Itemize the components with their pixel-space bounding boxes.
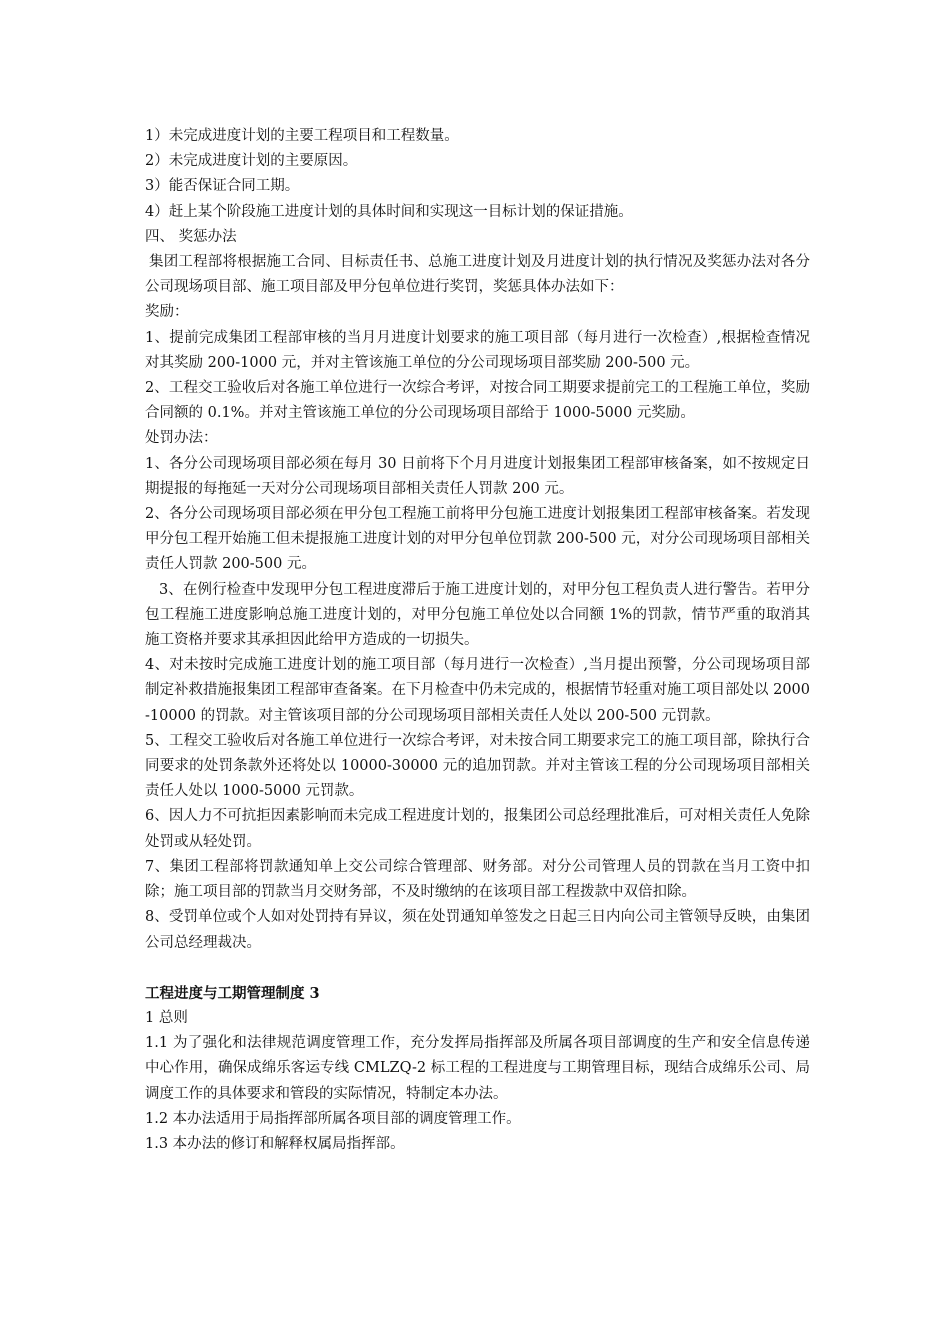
penalty-item-5: 5、工程交工验收后对各施工单位进行一次综合考评，对未按合同工期要求完工的施工项目部，除执行合同要求的处罚条款外还将处以 10000-30000 元的追加罚款。并对主管该工程的分公司现场项目部相关责任人处以 1000-5000 元罚款。 bbox=[145, 732, 810, 800]
paragraph-gap bbox=[145, 956, 810, 981]
penalty-item-4: 4、对未按时完成施工进度计划的施工项目部（每月进行一次检查）,当月提出预警，分公司现场项目部制定补救措施报集团工程部审查备案。在下月检查中仍未完成的，根据情节轻重对施工项目部处以 2000-10000 的罚款。对主管该项目部的分公司现场项目部相关责任人处以 200-500 元罚款。 bbox=[145, 657, 811, 724]
list-item: 4）赶上某个阶段施工进度计划的具体时间和实现这一目标计划的保证措施。 bbox=[145, 203, 633, 220]
subheading-penalties: 处罚办法： bbox=[145, 430, 218, 447]
penalty-item-2: 2、各分公司现场项目部必须在甲分包工程施工前将甲分包施工进度计划报集团工程部审核备案。若发现甲分包工程开始施工但未提报施工进度计划的对甲分包单位罚款 200-500 元，对分公司现场项目部相关责任人罚款 200-500 元。 bbox=[145, 506, 810, 573]
list-item: 2）未完成进度计划的主要原因。 bbox=[145, 153, 358, 170]
clause-1-1: 1.1 为了强化和法律规范调度管理工作，充分发挥局指挥部及所属各项目部调度的生产和安全信息传递中心作用，确保成绵乐客运专线 CMLZQ-2 标工程的工程进度与工期管理目标，现结合成绵乐公司、局调度工作的具体要求和管段的实际情况，特制定本办法。 bbox=[145, 1035, 810, 1102]
clause-1-2: 1.2 本办法适用于局指挥部所属各项目部的调度管理工作。 bbox=[145, 1110, 521, 1127]
reward-item-2: 2、工程交工验收后对各施工单位进行一次综合考评，对按合同工期要求提前完工的工程施工单位，奖励合同额的 0.1%。并对主管该施工单位的分公司现场项目部给于 1000-5000 元奖励。 bbox=[145, 380, 810, 422]
penalty-item-1: 1、各分公司现场项目部必须在每月 30 日前将下个月月进度计划报集团工程部审核备案，如不按规定日期提报的每拖延一天对分公司现场项目部相关责任人罚款 200 元。 bbox=[145, 455, 810, 497]
chapter-heading: 1 总则 bbox=[145, 1009, 188, 1026]
list-item: 3）能否保证合同工期。 bbox=[145, 178, 300, 195]
subheading-rewards: 奖励： bbox=[145, 304, 189, 321]
section-title: 工程进度与工期管理制度 3 bbox=[145, 984, 320, 1002]
penalty-item-6: 6、因人力不可抗拒因素影响而未完成工程进度计划的，报集团公司总经理批准后，可对相关责任人免除处罚或从轻处罚。 bbox=[145, 808, 810, 850]
penalty-item-8: 8、受罚单位或个人如对处罚持有异议，须在处罚通知单签发之日起三日内向公司主管领导反映，由集团公司总经理裁决。 bbox=[145, 909, 810, 951]
list-item: 1）未完成进度计划的主要工程项目和工程数量。 bbox=[145, 128, 459, 144]
clause-1-3: 1.3 本办法的修订和解释权属局指挥部。 bbox=[145, 1135, 405, 1152]
section-heading-rewards-penalties: 四、 奖惩办法 bbox=[145, 228, 237, 245]
document-page bbox=[145, 124, 810, 1157]
reward-item-1: 1、提前完成集团工程部审核的当月月进度计划要求的施工项目部（每月进行一次检查）,根据检查情况对其奖励 200-1000 元，并对主管该施工单位的分公司现场项目部奖励 200-500 元。 bbox=[145, 329, 810, 371]
penalty-item-7: 7、集团工程部将罚款通知单上交公司综合管理部、财务部。对分公司管理人员的罚款在当月工资中扣除；施工项目部的罚款当月交财务部，不及时缴纳的在该项目部工程拨款中双倍扣除。 bbox=[145, 858, 810, 901]
intro-paragraph: 集团工程部将根据施工合同、目标责任书、总施工进度计划及月进度计划的执行情况及奖惩办法对各分公司现场项目部、施工项目部及甲分包单位进行奖罚，奖惩具体办法如下： bbox=[145, 254, 810, 296]
penalty-item-3: 3、在例行检查中发现甲分包工程进度滞后于施工进度计划的，对甲分包工程负责人进行警告。若甲分包工程施工进度影响总施工进度计划的，对甲分包施工单位处以合同额 1%的罚款，情节严重的取消其施工资格并要求其承担因此给甲方造成的一切损失。 bbox=[145, 581, 810, 649]
